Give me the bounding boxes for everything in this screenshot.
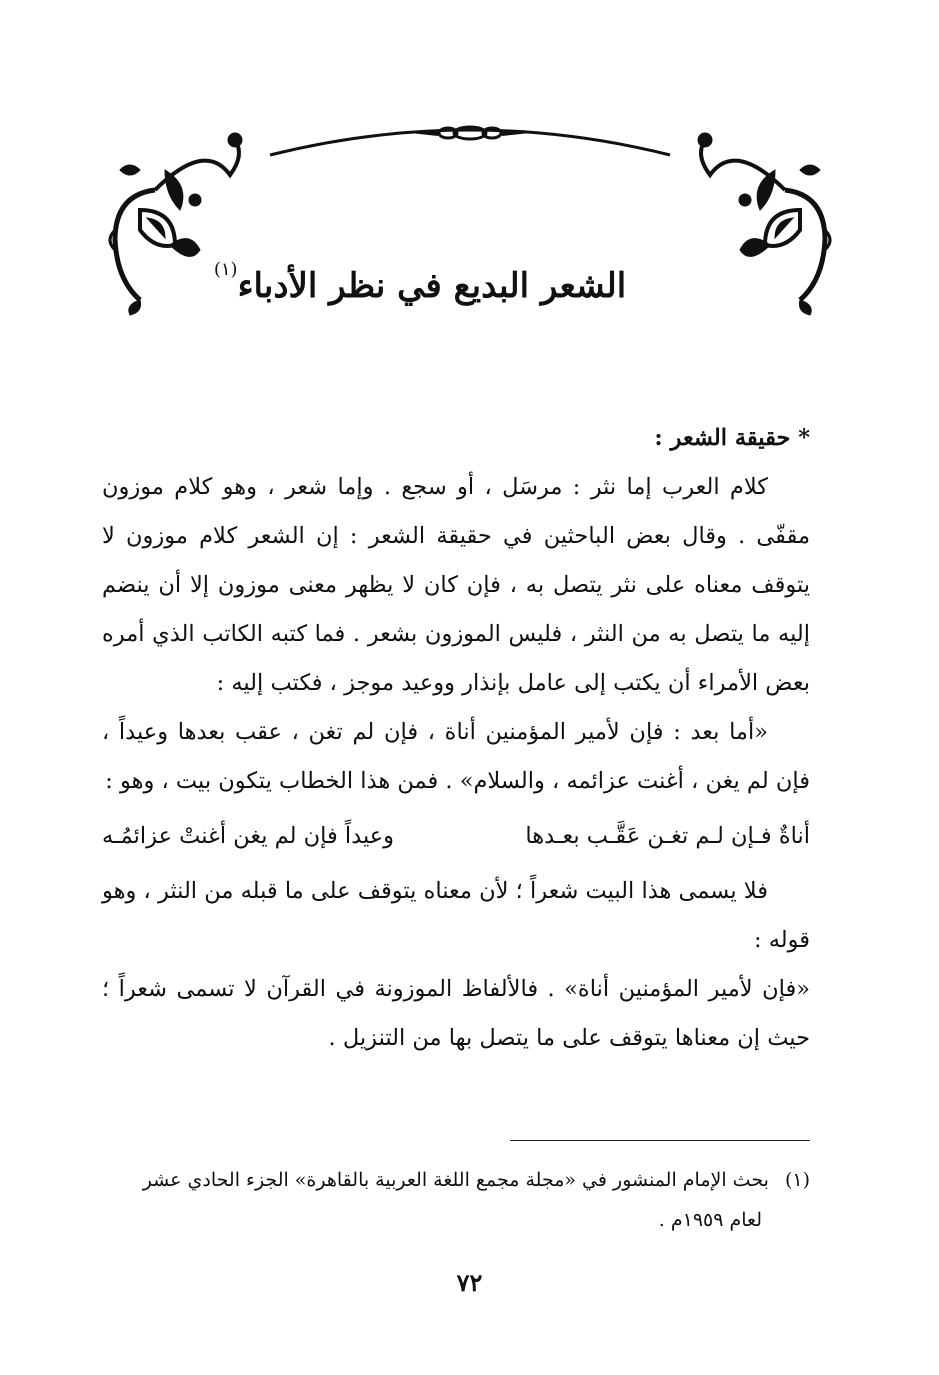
footnote-line bbox=[102, 1160, 810, 1200]
paragraph: «فإن لأمير المؤمنين أناة» . فالألفاظ الموزونة في القرآن لا تسمى شعراً ؛ حيث إن معناها يتوقف على ما يتصل بها من التنزيل . bbox=[102, 976, 810, 1051]
verse-second-hemistich: وعيداً فإن لم يغن أغنتْ عزائمُـه bbox=[102, 823, 395, 849]
page-number: ٧٢ bbox=[456, 1268, 483, 1297]
footnote bbox=[102, 1160, 810, 1240]
chapter-title bbox=[190, 240, 650, 316]
poetry-verse bbox=[102, 812, 810, 861]
verse-first-hemistich: أناةٌ فـإن لـم تغـن عَقَّـب بعـدها bbox=[525, 823, 810, 849]
chapter-title-text: الشعر البديع في نظر الأدباء bbox=[237, 266, 627, 306]
footnote-divider bbox=[510, 1140, 810, 1141]
section-marker: * bbox=[798, 425, 810, 451]
footnote-text: بحث الإمام المنشور في «مجلة مجمع اللغة العربية بالقاهرة» الجزء الحادي عشر bbox=[142, 1169, 769, 1191]
footnote-number: (١) bbox=[784, 1169, 810, 1191]
paragraph: كلام العرب إما نثر : مرسَل ، أو سجع . وإما شعر ، وهو كلام موزون مقفّى . وقال بعض الباحثين في حقيقة الشعر : إن الشعر كلام موزون لا يتوقف معناه على نثر يتصل به ، فإن كان لا يظهر معنى موزون إلا أن ينضم إليه ما يتصل به من النثر ، فليس الموزون بشعر . فما كتبه الكاتب الذي أمره بعض الأمراء أن يكتب إلى عامل بإنذار ووعيد موجز ، فكتب إليه : bbox=[102, 474, 810, 696]
paragraph: «أما بعد : فإن لأمير المؤمنين أناة ، فإن لم تغن ، عقب بعدها وعيداً ، فإن لم يغن ، أغنت عزائمه ، والسلام» . فمن هذا الخطاب يتكون بيت ، وهو : bbox=[102, 719, 810, 794]
footnote-line: لعام ١٩٥٩م . bbox=[658, 1209, 762, 1231]
section-heading-text: حقيقة الشعر : bbox=[654, 425, 791, 451]
title-footnote-ref: (١) bbox=[213, 259, 238, 280]
paragraph: فلا يسمى هذا البيت شعراً ؛ لأن معناه يتوقف على ما قبله من النثر ، وهو قوله : bbox=[102, 878, 810, 953]
main-text bbox=[102, 414, 810, 1063]
section-heading bbox=[102, 414, 810, 463]
